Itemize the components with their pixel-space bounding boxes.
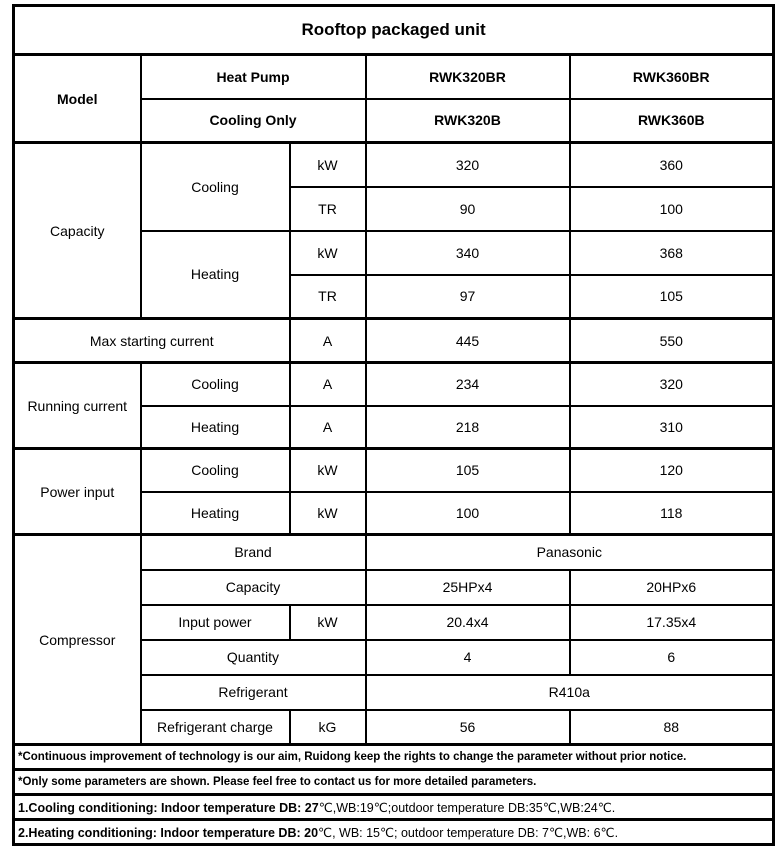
condition-row-heating [14, 820, 774, 845]
cell-model-rwk360br: RWK360BR [570, 55, 774, 99]
spec-table [12, 4, 775, 846]
max-starting-current-row [14, 319, 774, 363]
cell-power-cooling-label: Cooling [141, 449, 290, 492]
cell-refrigerant-charge-v1: 56 [366, 710, 570, 745]
cell-refrigerant-label: Refrigerant [141, 675, 366, 710]
cell-capacity-label: Capacity [14, 143, 141, 319]
cell-model-rwk360b: RWK360B [570, 99, 774, 143]
cell-max-starting-current-unit: A [290, 319, 366, 363]
cell-running-cooling-label: Cooling [141, 363, 290, 406]
cell-capacity-heating-tr-v2: 105 [570, 275, 774, 319]
cell-running-cooling-v2: 320 [570, 363, 774, 406]
cell-brand-value: Panasonic [366, 535, 774, 570]
title-row [14, 6, 774, 55]
cell-running-cooling-unit: A [290, 363, 366, 406]
cell-capacity-heating-kw-unit: kW [290, 231, 366, 275]
cell-power-heating-v2: 118 [570, 492, 774, 535]
cell-capacity-heating-kw-v2: 368 [570, 231, 774, 275]
compressor-brand-row [14, 535, 774, 570]
running-current-cooling-row [14, 363, 774, 406]
cell-capacity-cooling-kw-v2: 360 [570, 143, 774, 187]
cell-power-input-label: Power input [14, 449, 141, 535]
note-row-1 [14, 745, 774, 770]
page-title: Rooftop packaged unit [14, 6, 774, 55]
cell-running-heating-label: Heating [141, 406, 290, 449]
cell-power-heating-unit: kW [290, 492, 366, 535]
cell-refrigerant-charge-v2: 88 [570, 710, 774, 745]
cell-cooling-only-label: Cooling Only [141, 99, 366, 143]
cell-power-cooling-v1: 105 [366, 449, 570, 492]
cell-power-heating-label: Heating [141, 492, 290, 535]
cell-model-rwk320br: RWK320BR [366, 55, 570, 99]
cell-model-label: Model [14, 55, 141, 143]
cell-capacity-cooling-kw-v1: 320 [366, 143, 570, 187]
cell-capacity-heating-label: Heating [141, 231, 290, 319]
cell-running-heating-unit: A [290, 406, 366, 449]
cell-input-power-v1: 20.4x4 [366, 605, 570, 640]
condition-row-cooling [14, 795, 774, 820]
condition-heating-bold-text: 2.Heating conditioning: Indoor temperature DB: 20 [18, 825, 319, 840]
cell-quantity-label: Quantity [141, 640, 366, 675]
power-input-cooling-row [14, 449, 774, 492]
condition-heating [14, 820, 774, 845]
cell-max-starting-current-v1: 445 [366, 319, 570, 363]
condition-cooling-bold-text: 1.Cooling conditioning: Indoor temperature DB: 27 [18, 800, 319, 815]
capacity-cooling-kw-row [14, 143, 774, 187]
cell-capacity-cooling-label: Cooling [141, 143, 290, 231]
cell-power-cooling-v2: 120 [570, 449, 774, 492]
cell-comp-capacity-v1: 25HPx4 [366, 570, 570, 605]
cell-running-heating-v1: 218 [366, 406, 570, 449]
note-continuous-improvement: *Continuous improvement of technology is our aim, Ruidong keep the rights to change the parameter without prior notice. [14, 745, 774, 770]
model-row-heat-pump [14, 55, 774, 99]
cell-refrigerant-charge-label: Refrigerant charge [141, 710, 290, 745]
cell-refrigerant-value: R410a [366, 675, 774, 710]
condition-cooling [14, 795, 774, 820]
condition-heating-rest-text: ℃, WB: 15℃; outdoor temperature DB: 7℃,WB: 6℃. [318, 825, 619, 840]
cell-capacity-heating-tr-v1: 97 [366, 275, 570, 319]
note-row-2 [14, 770, 774, 795]
cell-comp-capacity-v2: 20HPx6 [570, 570, 774, 605]
cell-model-rwk320b: RWK320B [366, 99, 570, 143]
cell-input-power-unit: kW [290, 605, 366, 640]
cell-capacity-cooling-tr-v1: 90 [366, 187, 570, 231]
cell-quantity-v1: 4 [366, 640, 570, 675]
cell-max-starting-current-label: Max starting current [14, 319, 290, 363]
cell-capacity-cooling-kw-unit: kW [290, 143, 366, 187]
cell-capacity-cooling-tr-unit: TR [290, 187, 366, 231]
cell-running-cooling-v1: 234 [366, 363, 570, 406]
cell-refrigerant-charge-unit: kG [290, 710, 366, 745]
note-only-some-parameters: *Only some parameters are shown. Please feel free to contact us for more detailed parameters. [14, 770, 774, 795]
cell-capacity-heating-kw-v1: 340 [366, 231, 570, 275]
cell-capacity-cooling-tr-v2: 100 [570, 187, 774, 231]
cell-max-starting-current-v2: 550 [570, 319, 774, 363]
cell-compressor-label: Compressor [14, 535, 141, 745]
cell-comp-capacity-label: Capacity [141, 570, 366, 605]
cell-running-current-label: Running current [14, 363, 141, 449]
cell-heat-pump-label: Heat Pump [141, 55, 366, 99]
cell-input-power-v2: 17.35x4 [570, 605, 774, 640]
cell-brand-label: Brand [141, 535, 366, 570]
cell-input-power-label: Input power [141, 605, 290, 640]
cell-power-cooling-unit: kW [290, 449, 366, 492]
cell-capacity-heating-tr-unit: TR [290, 275, 366, 319]
cell-power-heating-v1: 100 [366, 492, 570, 535]
cell-quantity-v2: 6 [570, 640, 774, 675]
cell-running-heating-v2: 310 [570, 406, 774, 449]
condition-cooling-rest-text: ℃,WB:19℃;outdoor temperature DB:35℃,WB:24℃. [318, 800, 616, 815]
